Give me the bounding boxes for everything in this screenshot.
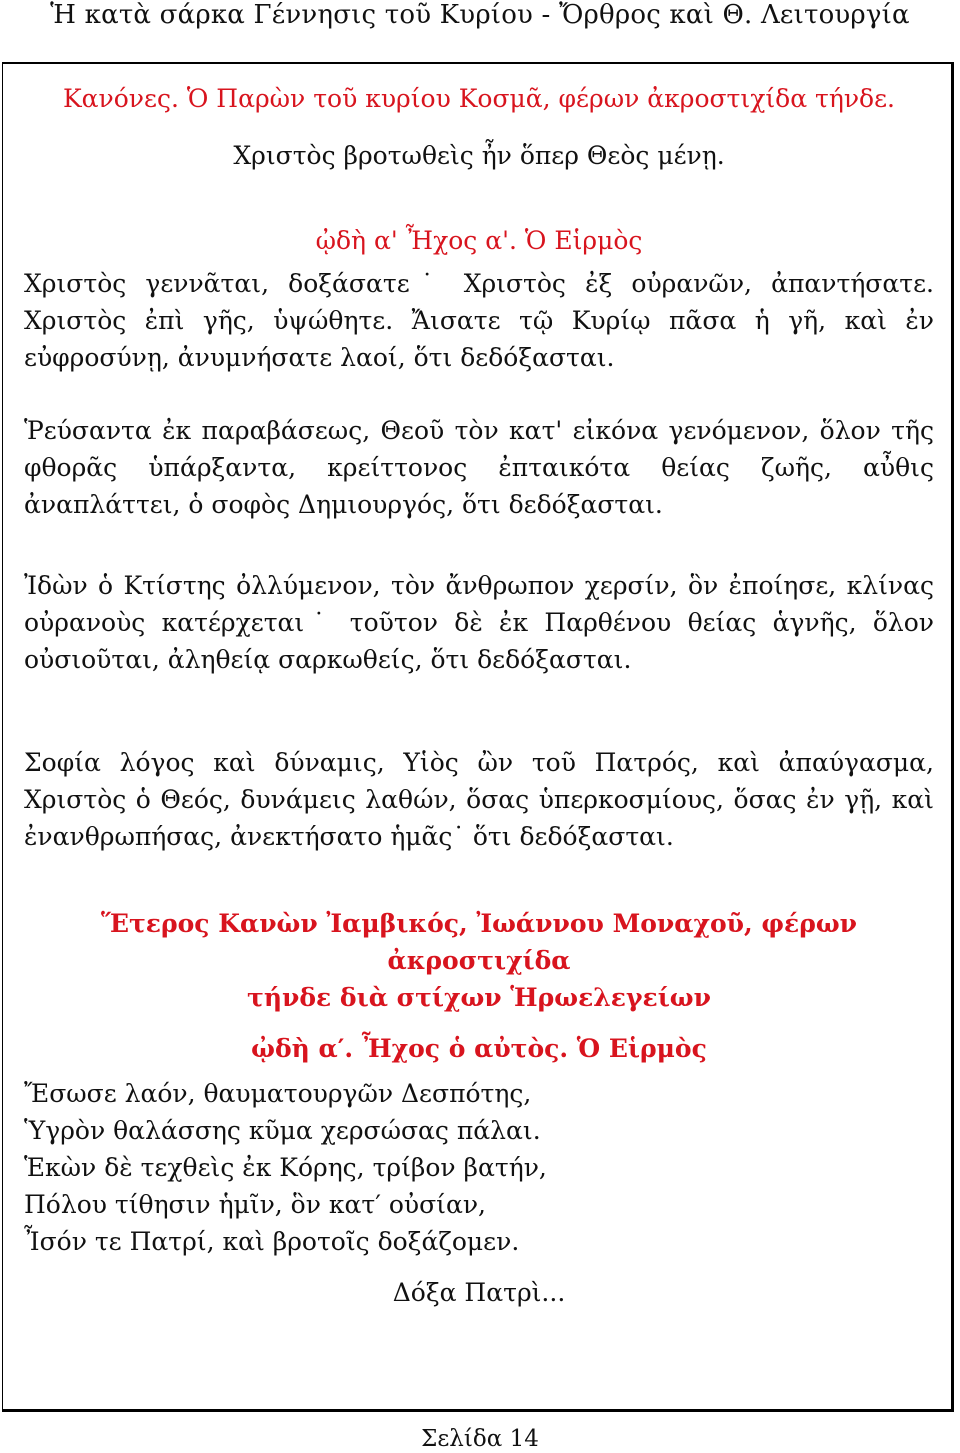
verse-line: Ἔσωσε λαόν, θαυματουργῶν Δεσπότης, — [24, 1079, 532, 1108]
canon2-heading-line2: τήνδε διὰ στίχων Ἡρωελεγείων — [247, 983, 711, 1012]
canon1-acrostic: Χριστὸς βροτωθεὶς ἦν ὅπερ Θεὸς μένῃ. — [233, 141, 725, 170]
verse-line: Ἑκὼν δὲ τεχθεὶς ἐκ Κόρης, τρίβον βατήν, — [24, 1153, 547, 1182]
canon1-heading: Κανόνες. Ὁ Παρὼν τοῦ κυρίου Κοσμᾶ, φέρων ἀκροστιχίδα τήνδε. — [63, 84, 895, 113]
page-footer — [0, 1425, 960, 1453]
troparion-3: Ἰδὼν ὁ Κτίστης ὀλλύμενον, τὸν ἄνθρωπον χερσίν, ὃν ἐποίησε, κλίνας οὐρανοὺς κατέρχεται˙ τοῦτον δὲ ἐκ Παρθένου θείας ἁγνῆς, ὅλον οὐσιοῦται, ἀληθείᾳ σαρκωθείς, ὅτι δεδόξασται. — [24, 571, 934, 674]
canon2-heading-line1: Ἕτερος Κανὼν Ἰαμβικός, Ἰωάννου Μοναχοῦ, φέρων ἀκροστιχίδα — [101, 909, 857, 975]
page-number: Σελίδα 14 — [421, 1426, 539, 1452]
verse-line: Ὑγρὸν θαλάσσης κῦμα χερσώσας πάλαι. — [24, 1116, 541, 1145]
doxa-line: Δόξα Πατρὶ... — [392, 1278, 566, 1307]
page-header — [0, 0, 960, 40]
verse-line: Πόλου τίθησιν ἡμῖν, ὃν κατ′ οὐσίαν, — [24, 1190, 486, 1219]
canon2-ode-heading: ᾠδὴ α′. Ἦχος ὁ αὐτὸς. Ὁ Εἱρμὸς — [251, 1034, 707, 1063]
verse-block — [24, 1075, 934, 1260]
troparion-2: Ῥεύσαντα ἐκ παραβάσεως, Θεοῦ τὸν κατ' εἰκόνα γενόμενον, ὅλον τῆς φθορᾶς ὑπάρξαντα, κρείττονος ἐπταικότα θείας ζωῆς, αὖθις ἀναπλάττει, ὁ σοφὸς Δημιουργός, ὅτι δεδόξασται. — [24, 416, 934, 519]
troparion-1: Χριστὸς γεννᾶται, δοξάσατε˙ Χριστὸς ἐξ οὐρανῶν, ἀπαντήσατε. Χριστὸς ἐπὶ γῆς, ὑψώθητε. Ἄισατε τῷ Κυρίῳ πᾶσα ἡ γῆ, καὶ ἐν εὐφροσύνῃ, ἀνυμνήσατε λαοί, ὅτι δεδόξασται. — [24, 269, 934, 372]
header-title: Ἡ κατὰ σάρκα Γέννησις τοῦ Κυρίου - Ὄρθρος καὶ Θ. Λειτουργία — [50, 0, 910, 30]
troparion-4: Σοφία λόγος καὶ δύναμις, Υἱὸς ὢν τοῦ Πατρός, καὶ ἀπαύγασμα, Χριστὸς ὁ Θεός, δυνάμεις λαθών, ὅσας ὑπερκοσμίους, ὅσας ἐν γῇ, καὶ ἐνανθρωπήσας, ἀνεκτήσατο ἡμᾶς˙ ὅτι δεδόξασται. — [24, 748, 934, 851]
page-content — [24, 80, 934, 1311]
canon1-ode-heading: ᾠδὴ α' Ἦχος α'. Ὁ Εἱρμὸς — [315, 226, 643, 255]
verse-line: Ἶσόν τε Πατρί, καὶ βροτοῖς δοξάζομεν. — [24, 1227, 520, 1256]
